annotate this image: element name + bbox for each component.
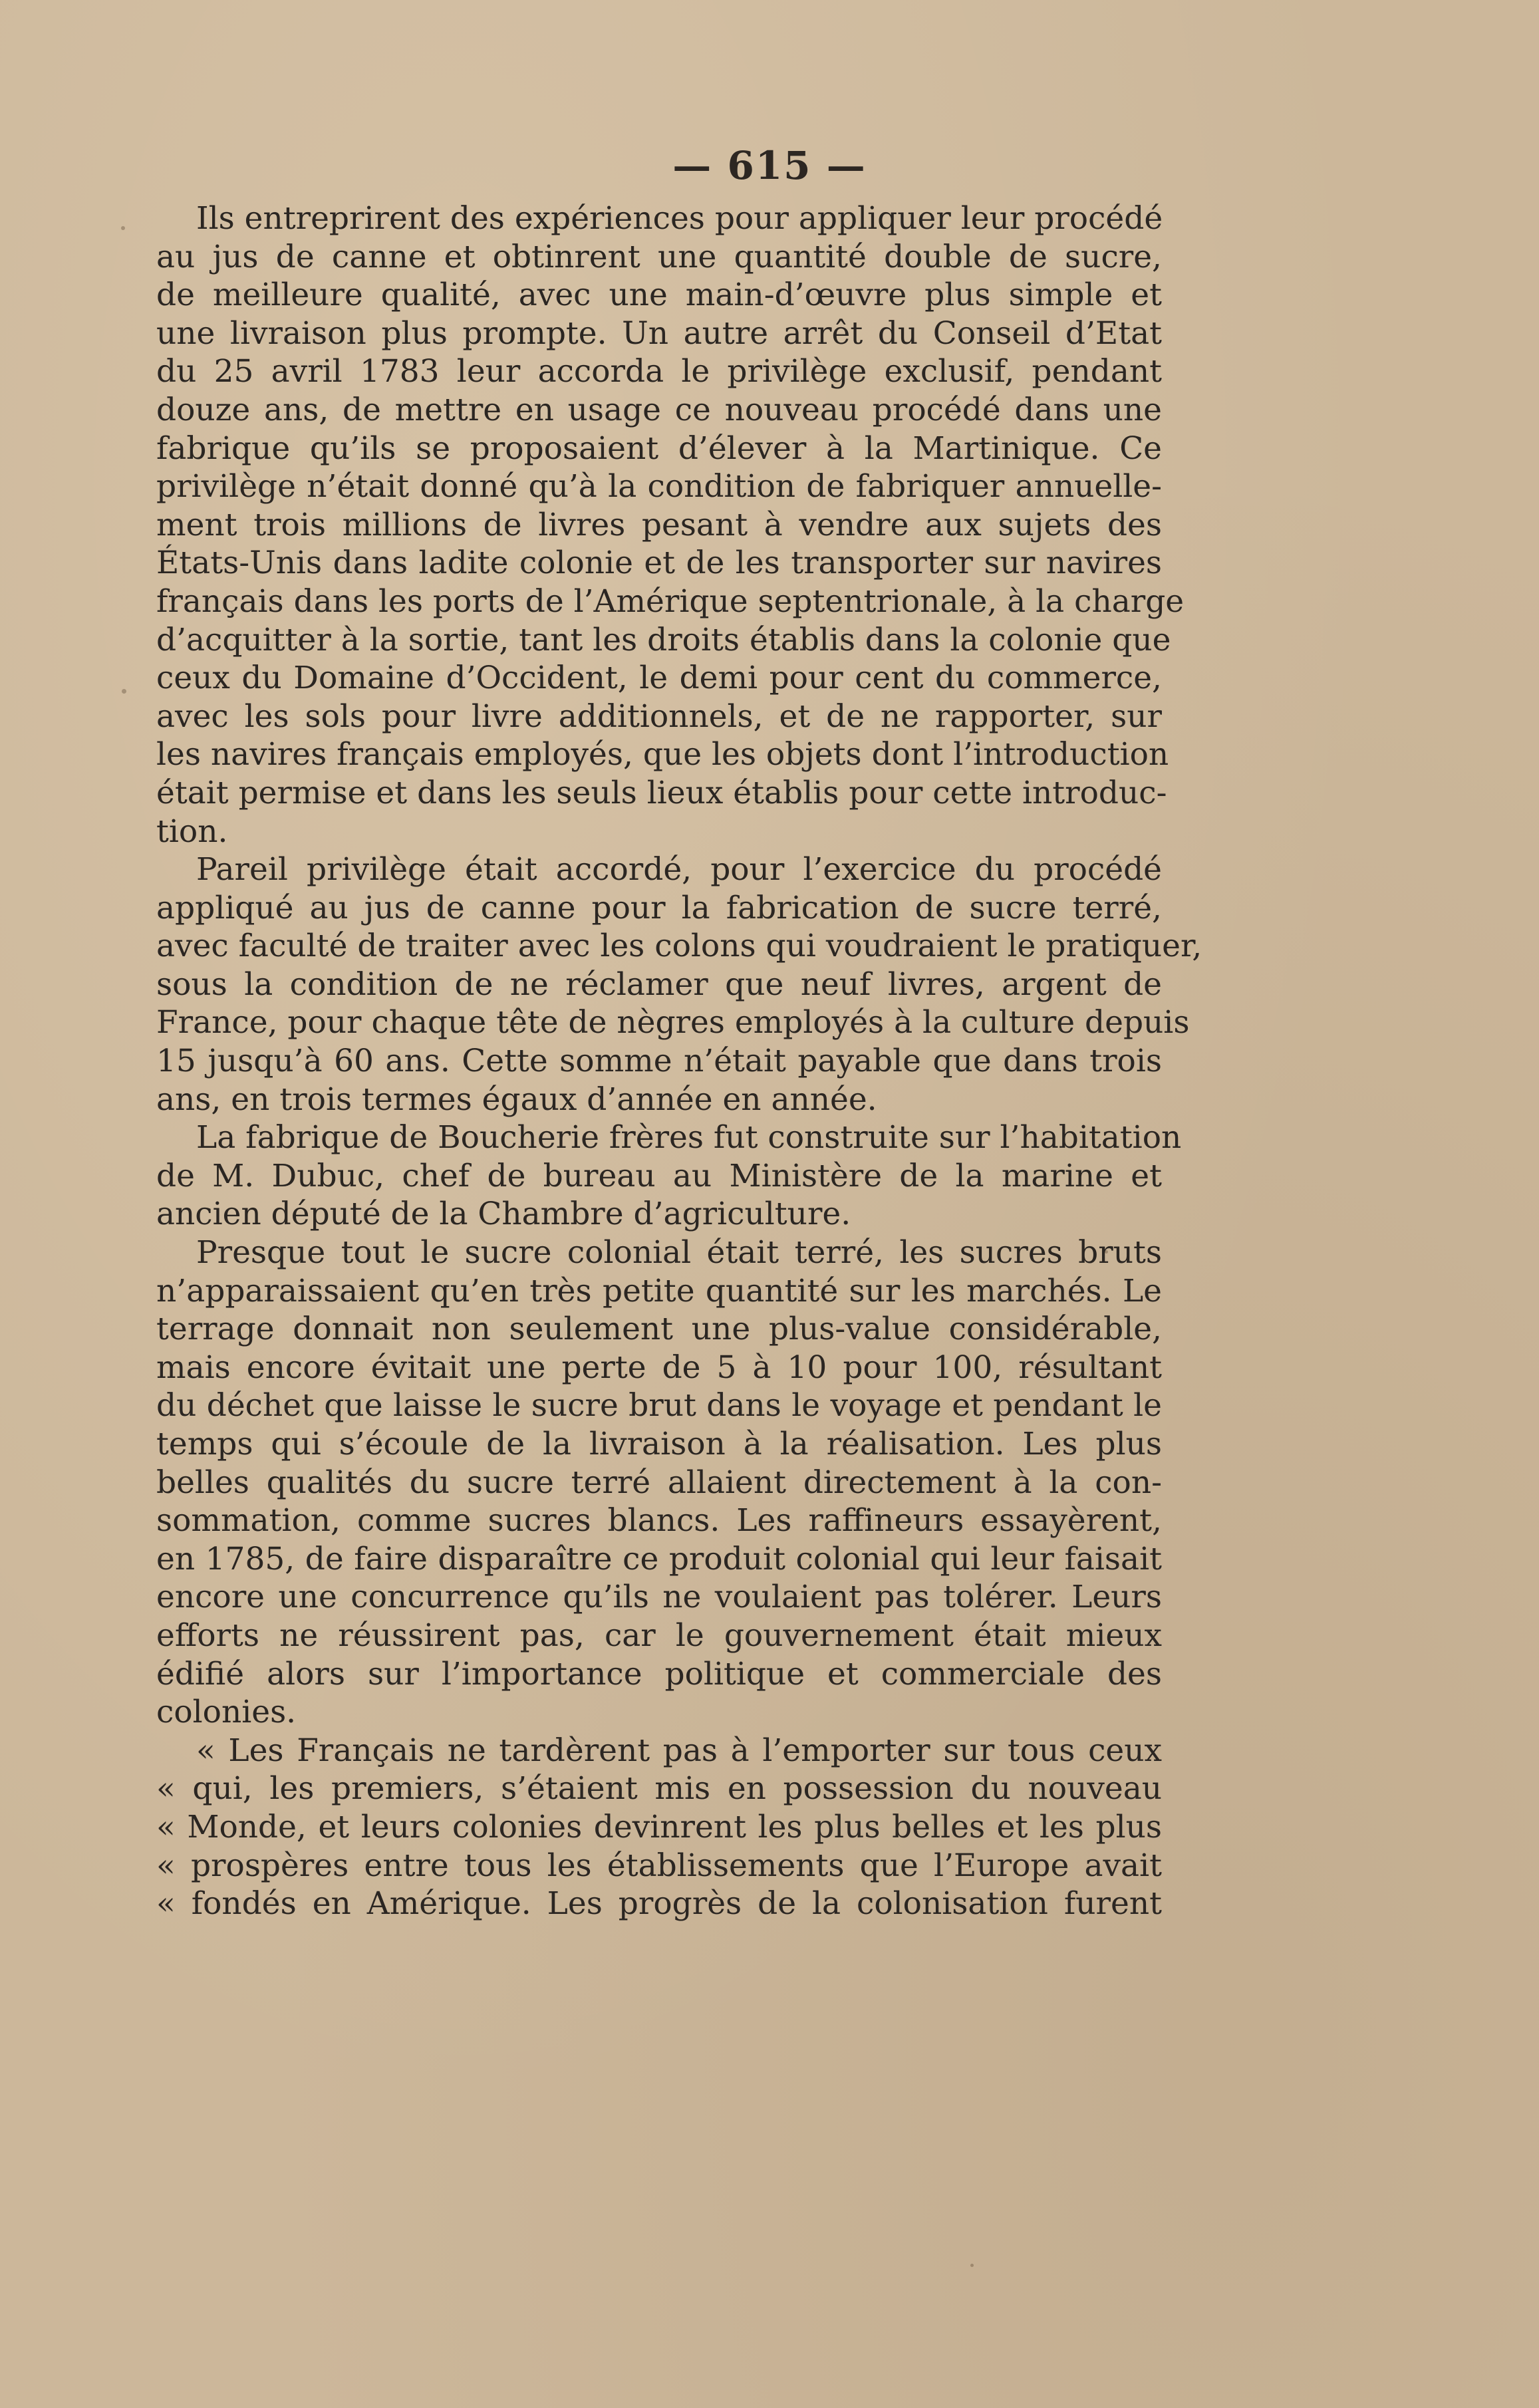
- text-line: sommation, comme sucres blancs. Les raffineurs essayèrent,: [156, 1502, 1162, 1539]
- text-line: les navires français employés, que les objets dont l’introduction: [156, 736, 1169, 773]
- text-line: encore une concurrence qu’ils ne voulaient pas tolérer. Leurs: [156, 1579, 1162, 1616]
- text-line: ancien député de la Chambre d’agriculture.: [156, 1196, 851, 1233]
- text-line: « prospères entre tous les établissements que l’Europe avait: [156, 1847, 1162, 1884]
- text-line: n’apparaissaient qu’en très petite quantité sur les marchés. Le: [156, 1272, 1162, 1309]
- paper-speck: [970, 2264, 974, 2267]
- text-line: colonies.: [156, 1694, 297, 1731]
- text-line: 15 jusqu’à 60 ans. Cette somme n’était payable que dans trois: [156, 1043, 1162, 1080]
- text-line: « Monde, et leurs colonies devinrent les plus belles et les plus: [156, 1808, 1162, 1845]
- text-line: de M. Dubuc, chef de bureau au Ministère de la marine et: [156, 1157, 1162, 1194]
- text-line: de meilleure qualité, avec une main-d’œuvre plus simple et: [156, 277, 1162, 314]
- text-line: tion.: [156, 813, 228, 850]
- text-line: efforts ne réussirent pas, car le gouvernement était mieux: [156, 1617, 1162, 1654]
- paper-speck: [1105, 1250, 1108, 1254]
- text-line: Presque tout le sucre colonial était terré, les sucres bruts: [196, 1234, 1162, 1271]
- text-line: « qui, les premiers, s’étaient mis en possession du nouveau: [156, 1770, 1162, 1807]
- text-line: douze ans, de mettre en usage ce nouveau procédé dans une: [156, 391, 1162, 428]
- text-line: au jus de canne et obtinrent une quantité double de sucre,: [156, 238, 1162, 275]
- text-line: États-Unis dans ladite colonie et de les transporter sur navires: [156, 545, 1162, 582]
- text-line: La fabrique de Boucherie frères fut construite sur l’habitation: [196, 1119, 1182, 1156]
- text-line: « Les Français ne tardèrent pas à l’emporter sur tous ceux: [196, 1732, 1162, 1769]
- body-text: [156, 200, 1202, 1923]
- text-line: mais encore évitait une perte de 5 à 10 pour 100, résultant: [156, 1349, 1162, 1386]
- text-line: avec faculté de traiter avec les colons qui voudraient le pratiquer,: [156, 928, 1202, 965]
- paper-speck: [121, 226, 125, 230]
- text-line: fabrique qu’ils se proposaient d’élever à la Martinique. Ce: [156, 430, 1162, 467]
- text-line: ans, en trois termes égaux d’année en année.: [156, 1081, 877, 1118]
- text-line: belles qualités du sucre terré allaient directement à la con-: [156, 1464, 1162, 1501]
- text-line: terrage donnait non seulement une plus-value considérable,: [156, 1311, 1162, 1348]
- text-line: une livraison plus prompte. Un autre arrêt du Conseil d’Etat: [156, 315, 1162, 352]
- text-line: avec les sols pour livre additionnels, et de ne rapporter, sur: [156, 698, 1162, 735]
- text-line: Pareil privilège était accordé, pour l’exercice du procédé: [196, 851, 1162, 888]
- text-line: appliqué au jus de canne pour la fabrication de sucre terré,: [156, 889, 1162, 926]
- text-line: édifié alors sur l’importance politique et commerciale des: [156, 1655, 1162, 1692]
- text-line: Ils entreprirent des expériences pour appliquer leur procédé: [196, 200, 1163, 237]
- text-line: d’acquitter à la sortie, tant les droits établis dans la colonie que: [156, 621, 1171, 658]
- text-line: privilège n’était donné qu’à la condition de fabriquer annuelle-: [156, 468, 1162, 505]
- text-line: France, pour chaque tête de nègres employés à la culture depuis: [156, 1004, 1190, 1041]
- text-line: était permise et dans les seuls lieux établis pour cette introduc-: [156, 774, 1167, 811]
- text-line: ment trois millions de livres pesant à vendre aux sujets des: [156, 506, 1162, 543]
- text-line: « fondés en Amérique. Les progrès de la colonisation furent: [156, 1885, 1162, 1923]
- text-line: du déchet que laisse le sucre brut dans le voyage et pendant le: [156, 1387, 1162, 1424]
- text-line: sous la condition de ne réclamer que neuf livres, argent de: [156, 966, 1162, 1003]
- text-line: en 1785, de faire disparaître ce produit colonial qui leur faisait: [156, 1540, 1162, 1577]
- text-line: du 25 avril 1783 leur accorda le privilège exclusif, pendant: [156, 353, 1162, 390]
- text-line: ceux du Domaine d’Occident, le demi pour cent du commerce,: [156, 660, 1162, 697]
- page-number: — 615 —: [672, 143, 867, 188]
- paper-speck: [122, 689, 126, 694]
- text-line: temps qui s’écoule de la livraison à la réalisation. Les plus: [156, 1426, 1162, 1462]
- text-line: français dans les ports de l’Amérique septentrionale, à la charge: [156, 583, 1185, 620]
